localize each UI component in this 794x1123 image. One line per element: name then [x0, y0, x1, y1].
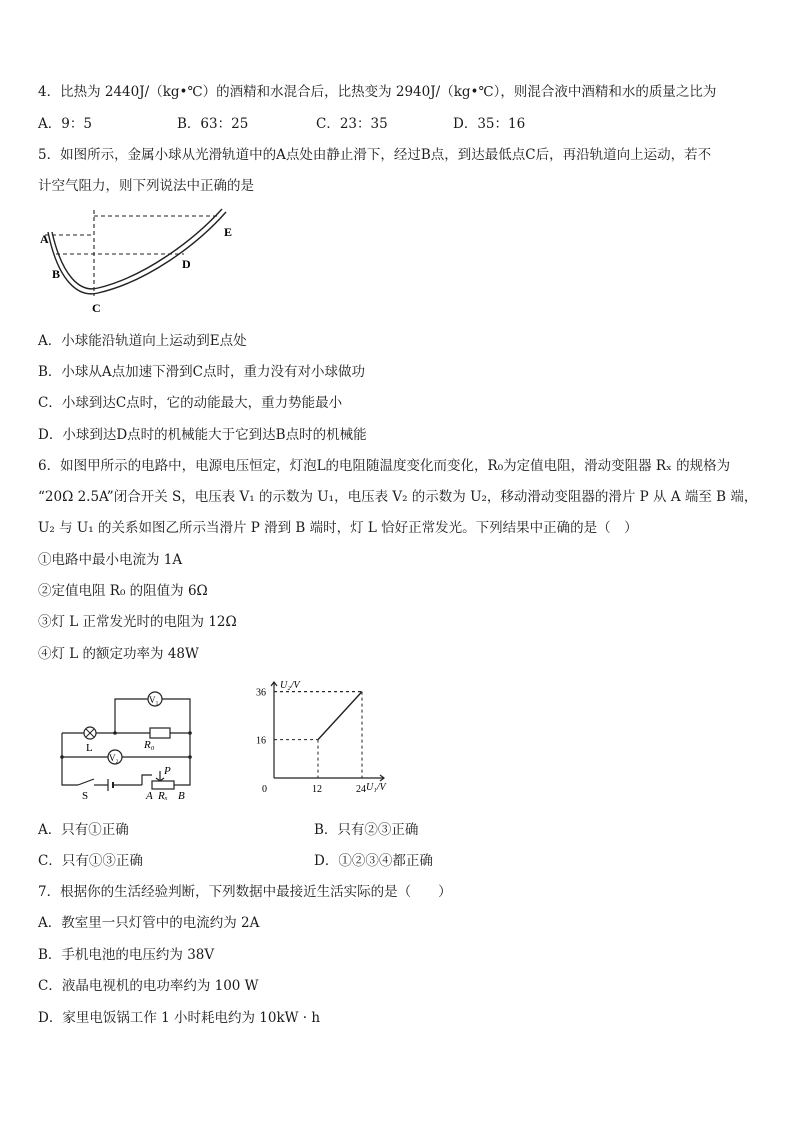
label-rx: Rₓ	[158, 790, 168, 802]
q6-voltage-chart	[252, 674, 392, 800]
y-tick-16: 16	[256, 735, 266, 747]
q6-stem-line2: “20Ω 2.5A”闭合开关 S，电压表 V₁ 的示数为 U₁，电压表 V₂ 的示数为 U₂，移动滑动变阻器的滑片 P 从 A 端至 B 端，	[38, 489, 758, 505]
label-lamp: L	[86, 742, 93, 754]
q7-option-b: B．手机电池的电压约为 38V	[38, 947, 215, 963]
q5-option-c: C．小球到达C点时，它的动能最大，重力势能最小	[38, 395, 343, 411]
y-tick-36: 36	[256, 687, 266, 699]
q7-stem: 7．根据你的生活经验判断，下列数据中最接近生活实际的是（ ）	[38, 884, 452, 900]
x-axis-label: U₁/V	[366, 782, 386, 793]
q5-stem-line1: 5．如图所示，金属小球从光滑轨道中的A点处由静止滑下，经过B点，到达最低点C后，再沿轨道向上运动，若不	[38, 147, 712, 163]
q6-option-b: B．只有②③正确	[314, 822, 419, 838]
x-tick-12: 12	[312, 784, 322, 795]
q4-option-a: A．9：5	[38, 116, 92, 132]
x-tick-24: 24	[356, 784, 366, 795]
q4-stem: 4．比热为 2440J/（kg•℃）的酒精和水混合后，比热变为 2940J/（kg•℃），则混合液中酒精和水的质量之比为	[38, 84, 717, 100]
origin-label: 0	[262, 784, 267, 795]
q4-option-d: D．35：16	[453, 116, 526, 132]
label-e: E	[224, 225, 233, 239]
label-d: D	[182, 257, 191, 271]
q5-track-figure	[36, 206, 236, 316]
label-a: A	[40, 232, 49, 246]
q4-option-c: C．23：35	[316, 116, 388, 132]
q5-option-d: D．小球到达D点时的机械能大于它到达B点时的机械能	[38, 427, 367, 443]
label-v1: V₁	[149, 695, 159, 705]
q6-statement-3: ③灯 L 正常发光时的电阻为 12Ω	[38, 614, 237, 630]
q6-option-c: C．只有①③正确	[38, 853, 143, 869]
q5-option-b: B．小球从A点加速下滑到C点时，重力没有对小球做功	[38, 364, 365, 380]
series-line	[318, 692, 362, 740]
q6-statement-4: ④灯 L 的额定功率为 48W	[38, 646, 199, 662]
q6-option-d: D．①②③④都正确	[314, 853, 433, 869]
q6-circuit-figure	[60, 685, 200, 803]
q6-statement-1: ①电路中最小电流为 1A	[38, 552, 183, 568]
q7-option-c: C．液晶电视机的电功率约为 100 W	[38, 978, 259, 994]
label-switch: S	[82, 790, 89, 802]
y-axis-label: U₂/V	[280, 680, 300, 691]
label-end-a: A	[146, 790, 153, 802]
label-r0: R₀	[144, 739, 155, 751]
q7-option-a: A．教室里一只灯管中的电流约为 2A	[38, 915, 260, 931]
label-end-b: B	[178, 790, 185, 802]
q6-statement-2: ②定值电阻 R₀ 的阻值为 6Ω	[38, 583, 208, 599]
q6-stem-line1: 6．如图甲所示的电路中，电源电压恒定，灯泡L的电阻随温度变化而变化，R₀为定值电阻，滑动变阻器 Rₓ 的规格为	[38, 458, 731, 474]
q5-stem-line2: 计空气阻力，则下列说法中正确的是	[38, 178, 254, 194]
q6-stem-line3: U₂ 与 U₁ 的关系如图乙所示当滑片 P 滑到 B 端时，灯 L 恰好正常发光。下列结果中正确的是（ ）	[38, 520, 638, 536]
q5-option-a: A．小球能沿轨道向上运动到E点处	[38, 333, 247, 349]
label-b: B	[52, 267, 61, 281]
q4-option-b: B．63：25	[177, 116, 249, 132]
q6-option-a: A．只有①正确	[38, 822, 129, 838]
label-c: C	[92, 301, 101, 315]
q7-option-d: D．家里电饭锅工作 1 小时耗电约为 10kW · h	[38, 1010, 321, 1026]
label-v2: V₂	[109, 753, 119, 763]
label-slider-p: P	[164, 765, 171, 777]
